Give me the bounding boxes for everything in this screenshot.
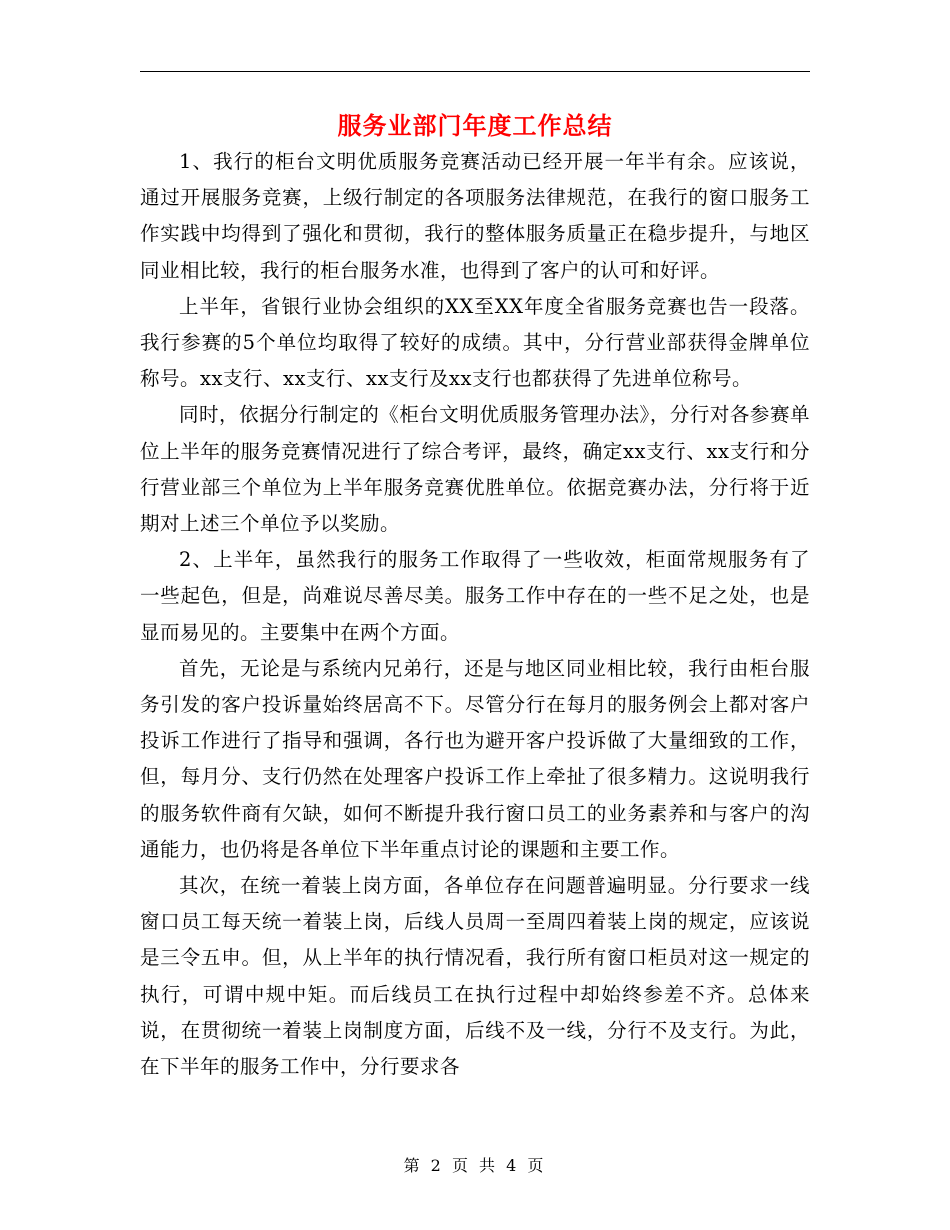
paragraph-5: 首先，无论是与系统内兄弟行，还是与地区同业相比较，我行由柜台服务引发的客户投诉量始终居高不下。尽管分行在每月的服务例会上都对客户投诉工作进行了指导和强调，各行也为避开客户投诉做了大量细致的工作，但，每月分、支行仍然在处理客户投诉工作上牵扯了很多精力。这说明我行的服务软件商有欠缺，如何不断提升我行窗口员工的业务素养和与客户的沟通能力，也仍将是各单位下半年重点讨论的课题和主要工作。 — [140, 656, 810, 861]
paragraph-2: 上半年，省银行业协会组织的XX至XX年度全省服务竞赛也告一段落。我行参赛的5个单位均取得了较好的成绩。其中，分行营业部获得金牌单位称号。xx支行、xx支行、xx支行及xx支行也都获得了先进单位称号。 — [140, 294, 810, 391]
page-number: 第 2 页 共 4 页 — [403, 1156, 547, 1175]
document-title: 服务业部门年度工作总结 — [337, 111, 613, 140]
paragraph-1: 1、我行的柜台文明优质服务竞赛活动已经开展一年半有余。应该说，通过开展服务竞赛，上级行制定的各项服务法律规范，在我行的窗口服务工作实践中均得到了强化和贯彻，我行的整体服务质量正在稳步提升，与地区同业相比较，我行的柜台服务水准，也得到了客户的认可和好评。 — [140, 150, 810, 282]
paragraph-3: 同时，依据分行制定的《柜台文明优质服务管理办法》，分行对各参赛单位上半年的服务竞赛情况进行了综合考评，最终，确定xx支行、xx支行和分行营业部三个单位为上半年服务竞赛优胜单位。依据竞赛办法，分行将于近期对上述三个单位予以奖励。 — [140, 403, 810, 536]
paragraph-4: 2、上半年，虽然我行的服务工作取得了一些收效，柜面常规服务有了一些起色，但是，尚难说尽善尽美。服务工作中存在的一些不足之处，也是显而易见的。主要集中在两个方面。 — [140, 548, 810, 644]
header-rule — [140, 71, 810, 72]
paragraph-6: 其次，在统一着装上岗方面，各单位存在问题普遍明显。分行要求一线窗口员工每天统一着装上岗，后线人员周一至周四着装上岗的规定，应该说是三令五申。但，从上半年的执行情况看，我行所有窗口柜员对这一规定的执行，可谓中规中矩。而后线员工在执行过程中却始终参差不齐。总体来说，在贯彻统一着装上岗制度方面，后线不及一线，分行不及支行。为此，在下半年的服务工作中，分行要求各 — [140, 874, 810, 1079]
document-body — [140, 144, 810, 1085]
